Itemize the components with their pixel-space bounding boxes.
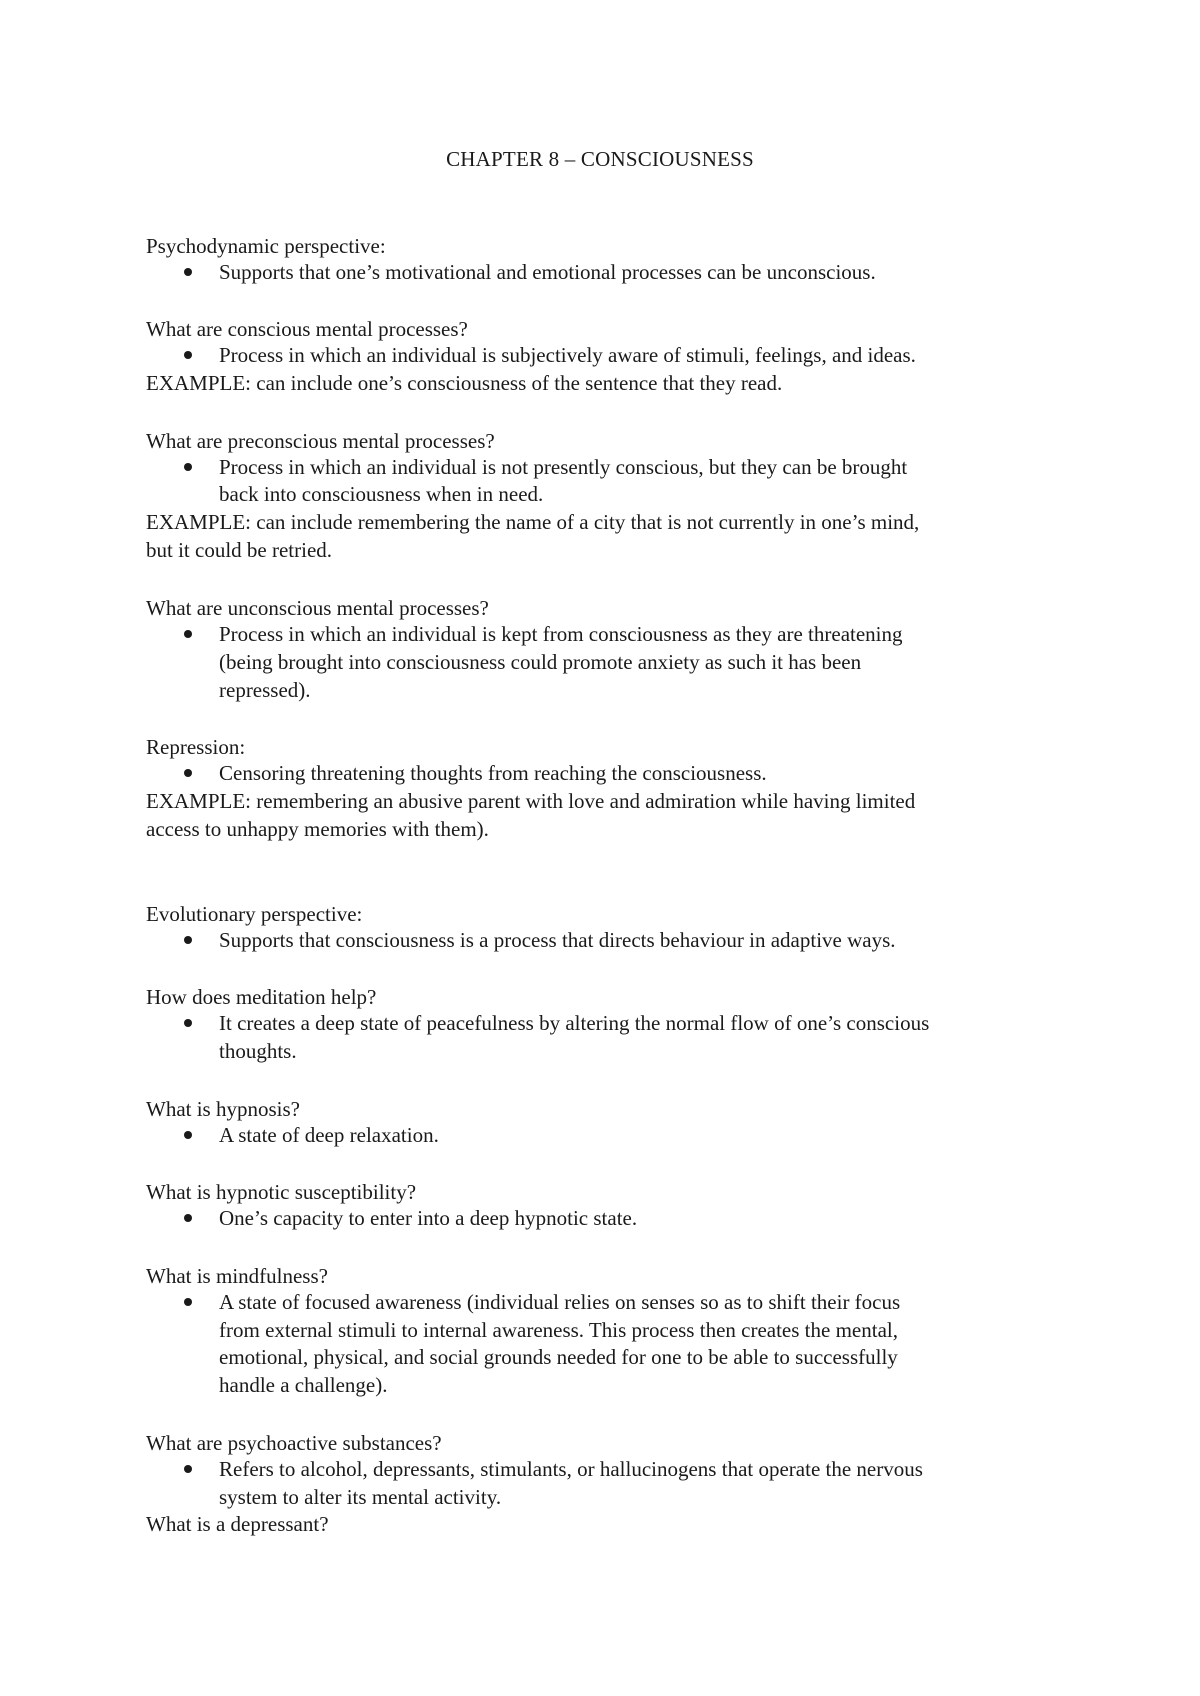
bullet-text: Process in which an individual is not presently conscious, but they can be brought — [219, 455, 908, 479]
bullet-text: Censoring threatening thoughts from reaching the consciousness. — [219, 761, 767, 785]
example-text: EXAMPLE: can include one’s consciousness of the sentence that they read. — [146, 371, 783, 395]
bullet-text: Refers to alcohol, depressants, stimulants, or hallucinogens that operate the nervous — [219, 1457, 923, 1481]
bullet-text: A state of deep relaxation. — [219, 1123, 439, 1147]
page-title: CHAPTER 8 – CONSCIOUSNESS — [446, 147, 754, 171]
bullet-icon — [184, 351, 192, 359]
bullet-text: Supports that one’s motivational and emotional processes can be unconscious. — [219, 260, 876, 284]
bullet-icon — [184, 630, 192, 638]
bullet-icon — [184, 769, 192, 777]
section-heading: What are conscious mental processes? — [146, 317, 468, 341]
section-heading: What are psychoactive substances? — [146, 1431, 442, 1455]
bullet-text: Process in which an individual is subjectively aware of stimuli, feelings, and ideas. — [219, 343, 916, 367]
section-heading: Repression: — [146, 735, 246, 759]
bullet-icon — [184, 1214, 192, 1222]
bullet-text: from external stimuli to internal awareness. This process then creates the mental, — [219, 1318, 898, 1342]
bullet-text: Process in which an individual is kept from consciousness as they are threatening — [219, 622, 903, 646]
bullet-icon — [184, 1465, 192, 1473]
section-heading: Psychodynamic perspective: — [146, 234, 386, 258]
example-text: access to unhappy memories with them). — [146, 817, 489, 841]
section-heading: What are unconscious mental processes? — [146, 596, 489, 620]
section-heading: Evolutionary perspective: — [146, 902, 363, 926]
bullet-icon — [184, 268, 192, 276]
bullet-icon — [184, 463, 192, 471]
bullet-text: thoughts. — [219, 1039, 297, 1063]
bullet-text: Supports that consciousness is a process that directs behaviour in adaptive ways. — [219, 928, 896, 952]
bullet-icon — [184, 1019, 192, 1027]
bullet-text: system to alter its mental activity. — [219, 1485, 502, 1509]
section-heading: What is hypnotic susceptibility? — [146, 1180, 417, 1204]
bullet-text: (being brought into consciousness could promote anxiety as such it has been — [219, 650, 862, 674]
bullet-text: A state of focused awareness (individual relies on senses so as to shift their focus — [219, 1290, 901, 1314]
bullet-text: repressed). — [219, 678, 311, 702]
bullet-text: back into consciousness when in need. — [219, 482, 544, 506]
section-heading: What is mindfulness? — [146, 1264, 328, 1288]
section-heading: How does meditation help? — [146, 985, 377, 1009]
example-text: EXAMPLE: remembering an abusive parent with love and admiration while having limited — [146, 789, 916, 813]
bullet-text: handle a challenge). — [219, 1373, 388, 1397]
bullet-text: It creates a deep state of peacefulness by altering the normal flow of one’s conscious — [219, 1011, 930, 1035]
section-heading: What is a depressant? — [146, 1512, 329, 1536]
example-text: but it could be retried. — [146, 538, 333, 562]
bullet-icon — [184, 1131, 192, 1139]
bullet-icon — [184, 936, 192, 944]
bullet-icon — [184, 1298, 192, 1306]
section-heading: What is hypnosis? — [146, 1097, 300, 1121]
bullet-text: emotional, physical, and social grounds needed for one to be able to successfully — [219, 1345, 898, 1369]
section-heading: What are preconscious mental processes? — [146, 429, 495, 453]
bullet-text: One’s capacity to enter into a deep hypnotic state. — [219, 1206, 638, 1230]
example-text: EXAMPLE: can include remembering the name of a city that is not currently in one’s mind, — [146, 510, 920, 534]
